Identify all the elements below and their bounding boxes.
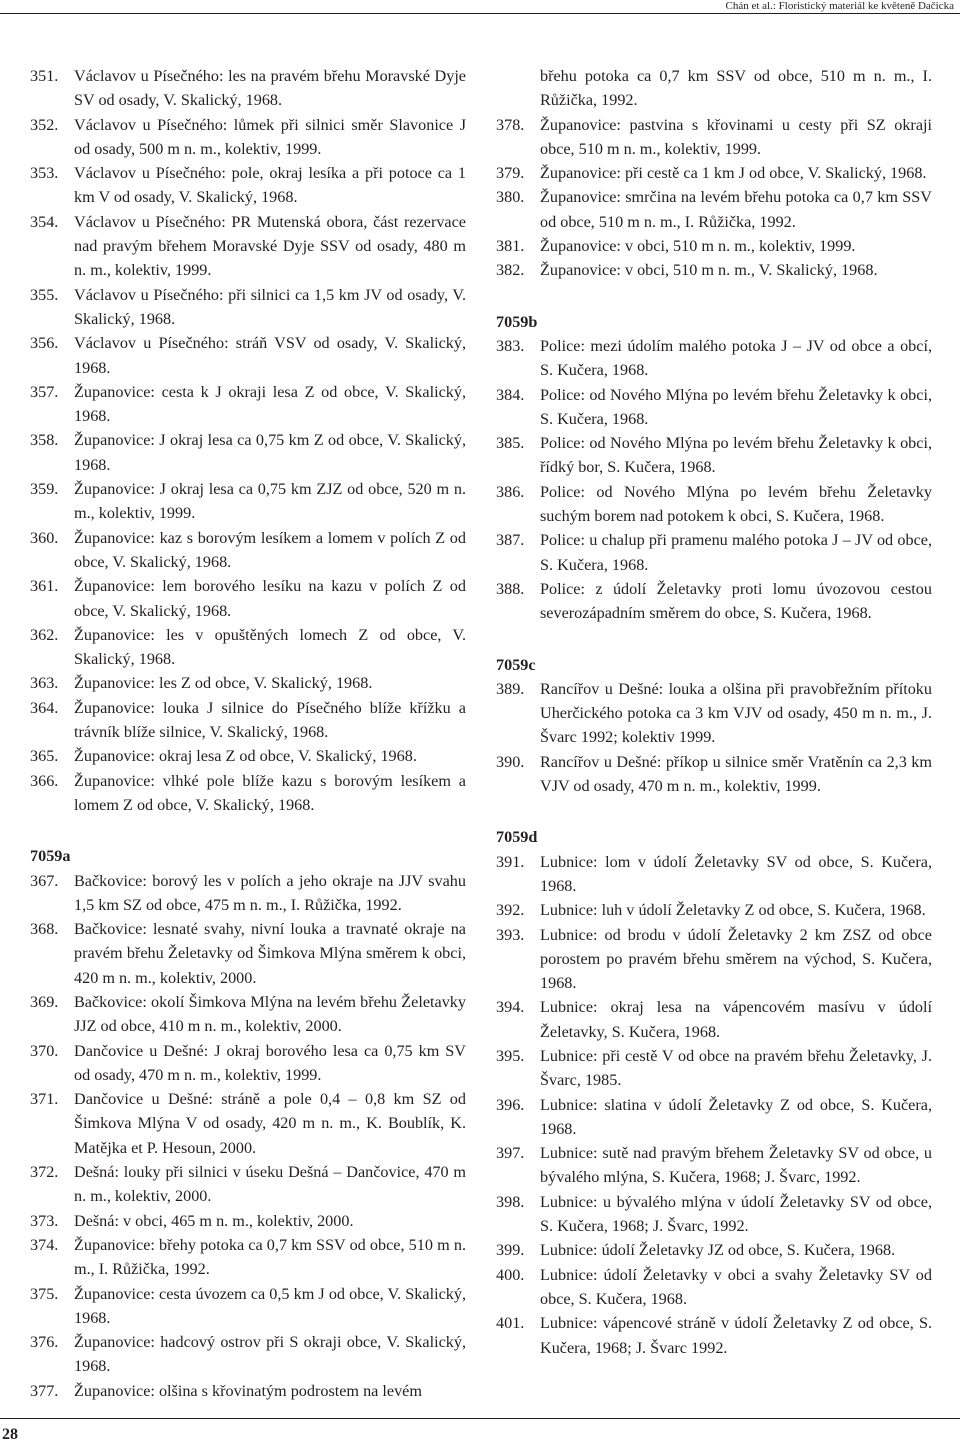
- locality-entry: [30, 113, 466, 162]
- entry-number: 393.: [496, 925, 525, 944]
- entry-number: 382.: [496, 261, 525, 280]
- entry-number: 354.: [30, 212, 59, 231]
- entry-number: 351.: [30, 67, 59, 85]
- locality-entry: [30, 623, 466, 672]
- entry-text: Police: od Nového Mlýna po levém břehu Želetavky k obci, S. Kučera, 1968.: [540, 385, 932, 428]
- entry-text: Police: u chalup při pramenu malého potoka J – JV od obce, S. Kučera, 1968.: [540, 531, 932, 574]
- locality-entry: [496, 258, 932, 282]
- entry-text: Lubnice: vápencové stráně v údolí Želetavky Z od obce, S. Kučera, 1968; J. Švarc 1992.: [540, 1314, 932, 1357]
- entry-text: Županovice: J okraj lesa ca 0,75 km Z od obce, V. Skalický, 1968.: [74, 431, 466, 474]
- section-heading: 7059b: [496, 312, 538, 331]
- entry-text: břehu potoka ca 0,7 km SSV od obce, 510 m n. m., I. Růžička, 1992.: [540, 67, 932, 110]
- entry-text: Županovice: v obci, 510 m n. m., V. Skalický, 1968.: [540, 261, 878, 280]
- entry-number: 397.: [496, 1144, 525, 1163]
- entry-number: 398.: [496, 1192, 525, 1211]
- locality-entry: [30, 1330, 466, 1379]
- entry-number: 356.: [30, 334, 59, 353]
- entry-text: Bačkovice: borový les v polích a jeho okraje na JJV svahu 1,5 km SZ od obce, 475 m n. m., I. Růžička, 1992.: [74, 871, 466, 914]
- entry-number: 352.: [30, 115, 59, 134]
- locality-entry: [496, 1311, 932, 1360]
- entry-number: 395.: [496, 1046, 525, 1065]
- entry-text: Županovice: břehy potoka ca 0,7 km SSV od obce, 510 m n. m., I. Růžička, 1992.: [74, 1235, 466, 1279]
- locality-entry: [496, 898, 932, 922]
- locality-entry: [496, 185, 932, 234]
- entry-number: 370.: [30, 1041, 59, 1060]
- entry-text: Lubnice: od brodu v údolí Želetavky 2 km ZSZ od obce porostem po pravém břehu směrem na východ, S. Kučera, 1968.: [540, 925, 932, 993]
- locality-entry: [496, 1263, 932, 1312]
- entry-text: Županovice: cesta úvozem ca 0,5 km J od obce, V. Skalický, 1968.: [74, 1284, 466, 1327]
- entry-text: Županovice: les Z od obce, V. Skalický, 1968.: [74, 674, 373, 693]
- entry-text: Lubnice: luh v údolí Želetavky Z od obce, S. Kučera, 1968.: [540, 901, 926, 920]
- entry-number: 357.: [30, 382, 59, 401]
- entry-number: 386.: [496, 482, 525, 501]
- entry-number: 388.: [496, 579, 525, 598]
- entry-number: 371.: [30, 1090, 59, 1109]
- header-rule: [0, 13, 960, 14]
- locality-entry: [496, 995, 932, 1044]
- entry-text: Lubnice: lom v údolí Želetavky SV od obce, S. Kučera, 1968.: [540, 852, 932, 895]
- locality-entry: [496, 750, 932, 799]
- entry-text: Rancířov u Dešné: příkop u silnice směr Vratěnín ca 2,3 km VJV od osady, 470 m n. m., kolektiv, 1999.: [540, 752, 932, 796]
- entry-text: Lubnice: údolí Želetavky v obci a svahy Želetavky SV od obce, S. Kučera, 1968.: [540, 1265, 932, 1308]
- entry-text: Václavov u Písečného: les na pravém břehu Moravské Dyje SV od osady, V. Skalický, 1968.: [74, 67, 466, 110]
- entry-text: Dančovice u Dešné: stráně a pole 0,4 – 0,8 km SZ od Šimkova Mlýna V od osady, 420 m n. m., K. Boublík, K. Matějka et P. Hesoun, 2000.: [74, 1090, 466, 1157]
- entry-number: 360.: [30, 528, 59, 547]
- entry-number: 383.: [496, 336, 525, 355]
- section-heading: 7059c: [496, 655, 536, 674]
- locality-entry: [30, 1209, 466, 1233]
- locality-entry: [30, 1233, 466, 1282]
- entry-number: 379.: [496, 164, 525, 183]
- locality-entry: [30, 1282, 466, 1331]
- entry-text: Županovice: les v opuštěných lomech Z od obce, V. Skalický, 1968.: [74, 625, 466, 669]
- entry-text: Lubnice: sutě nad pravým břehem Želetavky SV od obce, u bývalého mlýna, S. Kučera, 1968; J. Švarc, 1992.: [540, 1144, 932, 1187]
- entry-number: 387.: [496, 531, 525, 550]
- entry-number: 367.: [30, 871, 59, 890]
- locality-entry: [496, 677, 932, 750]
- entry-text: Županovice: hadcový ostrov při S okraji obce, V. Skalický, 1968.: [74, 1333, 466, 1376]
- locality-entry: [496, 923, 932, 996]
- entry-number: 378.: [496, 115, 525, 134]
- locality-entry: [496, 64, 932, 113]
- entry-text: Bačkovice: okolí Šimkova Mlýna na levém břehu Želetavky JJZ od obce, 410 m n. m., kolektiv, 2000.: [74, 992, 466, 1036]
- locality-entry: [496, 850, 932, 899]
- locality-entry: [30, 283, 466, 332]
- entry-text: Županovice: olšina s křovinatým podrostem na levém: [74, 1381, 422, 1400]
- entry-text: Lubnice: při cestě V od obce na pravém břehu Želetavky, J. Švarc, 1985.: [540, 1046, 932, 1090]
- entry-number: 391.: [496, 852, 525, 871]
- running-head-text: Chán et al.: Floristický materiál ke květeně Dačicka: [725, 0, 954, 12]
- footer-rule: [0, 1418, 960, 1419]
- entry-text: Lubnice: slatina v údolí Želetavky Z od obce, S. Kučera, 1968.: [540, 1095, 932, 1138]
- locality-entry: [30, 526, 466, 575]
- entry-text: Police: z údolí Želetavky proti lomu úvozovou cestou severozápadním směrem do obce, S. Kučera, 1968.: [540, 579, 932, 623]
- locality-entry: [30, 696, 466, 745]
- locality-entry: [30, 917, 466, 990]
- locality-entry: [30, 477, 466, 526]
- entry-number: 392.: [496, 901, 525, 920]
- locality-entry: [496, 1190, 932, 1239]
- entry-number: 353.: [30, 164, 59, 183]
- entry-number: 369.: [30, 992, 59, 1011]
- entry-number: 401.: [496, 1314, 525, 1333]
- entry-text: Lubnice: údolí Želetavky JZ od obce, S. Kučera, 1968.: [540, 1241, 896, 1260]
- locality-entry: [496, 383, 932, 432]
- entry-number: 380.: [496, 188, 525, 207]
- locality-entry: [30, 769, 466, 818]
- entry-number: 375.: [30, 1284, 59, 1303]
- entry-text: Županovice: kaz s borovým lesíkem a lomem v polích Z od obce, V. Skalický, 1968.: [74, 528, 466, 571]
- locality-entry: [30, 671, 466, 695]
- entry-number: 362.: [30, 625, 59, 644]
- entry-text: Županovice: smrčina na levém břehu potoka ca 0,7 km SSV od obce, 510 m n. m., I. Růžička, 1992.: [540, 188, 932, 231]
- locality-entry: [496, 1238, 932, 1262]
- locality-entry: [30, 64, 466, 113]
- right-column: [496, 64, 932, 1360]
- locality-entry: [30, 1379, 466, 1403]
- locality-entry: [30, 428, 466, 477]
- entry-number: 389.: [496, 679, 525, 698]
- entry-number: 364.: [30, 698, 59, 717]
- entry-text: Županovice: cesta k J okraji lesa Z od obce, V. Skalický, 1968.: [74, 382, 466, 426]
- entry-number: 399.: [496, 1241, 525, 1260]
- entry-text: Dančovice u Dešné: J okraj borového lesa ca 0,75 km SV od osady, 470 m n. m., kolektiv, 1999.: [74, 1041, 466, 1084]
- locality-entry: [30, 1039, 466, 1088]
- entry-text: Václavov u Písečného: pole, okraj lesíka a při potoce ca 1 km V od osady, V. Skalický, 1968.: [74, 164, 466, 207]
- entry-text: Václavov u Písečného: lůmek při silnici směr Slavonice J od osady, 500 m n. m., kolektiv, 1999.: [74, 115, 466, 158]
- locality-entry: [496, 1044, 932, 1093]
- entry-number: 373.: [30, 1211, 59, 1230]
- entry-text: Václavov u Písečného: při silnici ca 1,5 km JV od osady, V. Skalický, 1968.: [74, 285, 466, 328]
- locality-entry: [30, 380, 466, 429]
- locality-entry: [496, 431, 932, 480]
- locality-entry: [30, 210, 466, 283]
- entry-text: Županovice: J okraj lesa ca 0,75 km ZJZ od obce, 520 m n. m., kolektiv, 1999.: [74, 480, 466, 523]
- entry-text: Županovice: lem borového lesíku na kazu v polích Z od obce, V. Skalický, 1968.: [74, 577, 466, 620]
- entry-number: 363.: [30, 674, 59, 693]
- locality-entry: [496, 480, 932, 529]
- entry-text: Županovice: okraj lesa Z od obce, V. Skalický, 1968.: [74, 747, 417, 766]
- locality-entry: [30, 744, 466, 768]
- entry-text: Václavov u Písečného: PR Mutenská obora, část rezervace nad pravým břehem Moravské Dyje SSV od osady, 480 m n. m., kolektiv, 1999.: [74, 212, 466, 280]
- locality-entry: [30, 331, 466, 380]
- entry-number: 390.: [496, 752, 525, 771]
- entry-text: Županovice: vlhké pole blíže kazu s borovým lesíkem a lomem Z od obce, V. Skalický, 1968.: [74, 771, 466, 814]
- locality-entry: [30, 869, 466, 918]
- entry-text: Police: mezi údolím malého potoka J – JV od obce a obcí, S. Kučera, 1968.: [540, 336, 932, 380]
- page-number: 28: [2, 1426, 18, 1443]
- entry-number: 368.: [30, 920, 59, 939]
- locality-entry: [30, 1160, 466, 1209]
- entry-text: Václavov u Písečného: stráň VSV od osady, V. Skalický, 1968.: [74, 334, 466, 377]
- entry-number: 384.: [496, 385, 525, 404]
- entry-number: 374.: [30, 1235, 59, 1254]
- entry-number: 396.: [496, 1095, 525, 1114]
- entry-text: Županovice: při cestě ca 1 km J od obce, V. Skalický, 1968.: [540, 164, 927, 183]
- locality-entry: [496, 577, 932, 626]
- locality-entry: [496, 113, 932, 162]
- entry-number: 400.: [496, 1265, 525, 1284]
- entry-number: 381.: [496, 237, 525, 256]
- entry-text: Police: od Nového Mlýna po levém břehu Želetavky suchým borem nad potokem k obci, S. Kučera, 1968.: [540, 482, 932, 526]
- entry-number: 394.: [496, 998, 525, 1017]
- section-heading: 7059a: [30, 847, 71, 866]
- entry-number: 385.: [496, 434, 525, 453]
- entry-number: 372.: [30, 1163, 59, 1182]
- locality-entry: [30, 1087, 466, 1160]
- entry-number: 366.: [30, 771, 59, 790]
- entry-number: 355.: [30, 285, 59, 304]
- entry-number: 359.: [30, 480, 59, 499]
- locality-entry: [496, 528, 932, 577]
- entry-text: Lubnice: u bývalého mlýna v údolí Želetavky SV od obce, S. Kučera, 1968; J. Švarc, 1992.: [540, 1192, 932, 1236]
- locality-entry: [496, 334, 932, 383]
- entry-number: 361.: [30, 577, 59, 596]
- locality-entry: [496, 1093, 932, 1142]
- entry-text: Lubnice: okraj lesa na vápencovém masívu v údolí Želetavky, S. Kučera, 1968.: [540, 998, 932, 1041]
- locality-entry: [30, 161, 466, 210]
- entry-number: 376.: [30, 1333, 59, 1352]
- entry-text: Županovice: pastvina s křovinami u cesty při SZ okraji obce, 510 m n. m., kolektiv, 1999.: [540, 115, 932, 158]
- entry-text: Bačkovice: lesnaté svahy, nivní louka a travnaté okraje na pravém břehu Želetavky od Šimkova Mlýna směrem k obci, 420 m n. m., kolektiv, 2000.: [74, 920, 466, 987]
- entry-text: Županovice: v obci, 510 m n. m., kolektiv, 1999.: [540, 237, 856, 256]
- running-head: [0, 0, 960, 12]
- locality-entry: [496, 161, 932, 185]
- section-heading: 7059d: [496, 828, 538, 847]
- entry-number: 358.: [30, 431, 59, 450]
- locality-entry: [30, 990, 466, 1039]
- locality-entry: [30, 574, 466, 623]
- entry-text: Dešná: louky při silnici v úseku Dešná – Dančovice, 470 m n. m., kolektiv, 2000.: [74, 1163, 466, 1206]
- entry-text: Rancířov u Dešné: louka a olšina při pravobřežním přítoku Uherčického potoka ca 3 km VJV od osady, 450 m n. m., J. Švarc 1992; kolektiv 1999.: [540, 679, 932, 747]
- entry-text: Dešná: v obci, 465 m n. m., kolektiv, 2000.: [74, 1211, 354, 1230]
- locality-entry: [496, 1141, 932, 1190]
- entry-text: Županovice: louka J silnice do Písečného blíže křížku a trávník blíže silnice, V. Skalický, 1968.: [74, 698, 466, 742]
- entry-number: 365.: [30, 747, 59, 766]
- locality-entry: [496, 234, 932, 258]
- left-column: [30, 64, 466, 1403]
- entry-number: 377.: [30, 1381, 59, 1400]
- entry-text: Police: od Nového Mlýna po levém břehu Želetavky k obci, řídký bor, S. Kučera, 1968.: [540, 434, 932, 477]
